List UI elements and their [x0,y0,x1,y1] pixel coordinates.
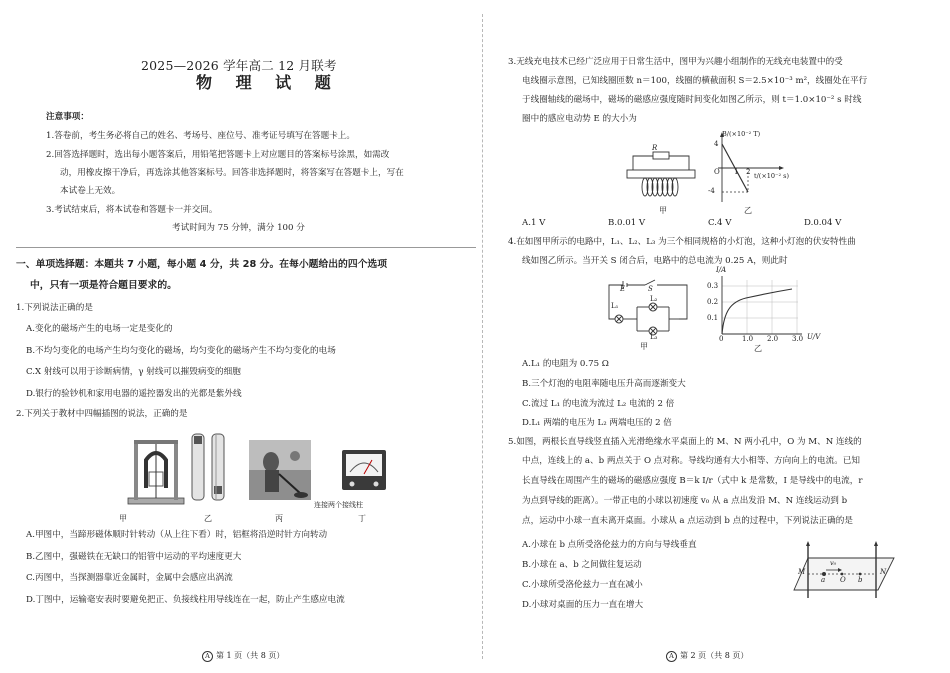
q5-line: 中点，连线上的 a、b 两点关于 O 点对称。导线均通有大小相等、方向向上的电流。已知 [522,456,860,466]
q1-option-a: A.变化的磁场产生的电场一定是变化的 [26,324,173,334]
q5-option-c: C.小球所受洛伦兹力一直在减小 [522,580,643,590]
time-line: 考试时间为 75 分钟，满分 100 分 [172,223,305,233]
q5-label-o: O [840,576,846,584]
q3-tick-neg4: -4 [708,187,715,195]
q5-line: 为点到导线的距离）。一带正电的小球以初速度 v₀ 从 a 点出发沿 M、N 连线运动到 b [522,496,848,506]
note-line: 3.考试结束后，将本试卷和答题卡一并交回。 [46,205,218,215]
q1-option-b: B.不均匀变化的电场产生均匀变化的磁场，均匀变化的磁场产生不均匀变化的电场 [26,346,336,356]
q3-resistor-label: R [652,144,658,152]
q4-line: 4.在如图甲所示的电路中，L₁、L₂、L₃ 为三个相同规格的小灯泡，这种小灯泡的伏安特性曲 [508,237,856,247]
q5-option-d: D.小球对桌面的压力一直在增大 [522,600,644,610]
q5-label-b: b [858,576,863,584]
q1-stem: 1.下列说法正确的是 [16,303,93,313]
subject-title: 物 理 试 题 [196,73,340,92]
q4-label-jia: 甲 [640,342,648,351]
q4-label-l3: L₃ [650,333,658,341]
q5-option-a: A.小球在 b 点所受洛伦兹力的方向与导线垂直 [522,540,697,550]
q3-option-d: D.0.04 V [804,218,842,228]
q3-line: 3.无线充电技术已经广泛应用于日常生活中，图甲为兴趣小组制作的无线充电装置中的受 [508,57,843,67]
q3-axis-x: t/(×10⁻² s) [754,172,790,180]
q4-label-yi: 乙 [754,344,762,353]
q2-caption: 连接两个接线柱 [314,501,363,509]
q4-option-c: C.流过 L₁ 的电流为流过 L₂ 电流的 2 倍 [522,399,675,409]
q5-line: 长直导线在周围产生的磁场的磁感应强度 B＝k I/r（式中 k 是常数，I 是导线中的电流，r [522,476,863,486]
q4-label-s: S [648,285,653,293]
notes-rule [16,247,476,248]
q2-label-ding: 丁 [358,514,366,523]
q4-xtick: 0 [719,335,724,343]
q4-option-a: A.L₁ 的电阻为 0.75 Ω [522,359,609,369]
q4-xtick: 3.0 [792,335,804,343]
q3-tick-1: 1 [734,168,739,176]
q5-label-n: N [880,568,887,576]
q5-label-m: M [798,568,806,576]
q2-option-a: A.甲图中，当蹄形磁体顺时针转动（从上往下看）时，铝框将沿逆时针方向转动 [26,530,328,540]
q4-option-d: D.L₁ 两端的电压为 L₂ 两端电压的 2 倍 [522,418,672,428]
exam-title: 2025—2026 学年高二 12 月联考 [141,58,337,73]
q4-ytick: 0.3 [707,282,719,290]
q5-line: 5.如图，两根长直导线竖直插入光滑绝缘水平桌面上的 M、N 两小孔中，O 为 M、N 连线的 [508,437,862,447]
footer-left [202,650,284,662]
q4-figure-graph [716,272,808,344]
q3-option-a: A.1 V [522,218,546,228]
q4-axis-x: U/V [807,333,821,341]
q3-figure-coil [623,144,703,202]
q5-line: 点，运动中小球一直未离开桌面。小球从 a 点运动到 b 点的过程中，下列说法正确的是 [522,516,853,526]
q4-line: 线如图乙所示。当开关 S 闭合后，电路中的总电流为 0.25 A，则此时 [522,256,788,266]
q3-line: 电线圈示意图，已知线圈匝数 n＝100，线圈的横截面积 S＝2.5×10⁻³ m²，线圈处在平行 [522,76,868,86]
q4-label-l1: L₁ [611,302,619,310]
q3-label-jia: 甲 [659,206,667,215]
q4-ytick: 0.1 [707,314,719,322]
q4-label-e: E [620,285,626,293]
q3-option-c: C.4 V [708,218,732,228]
q5-label-a: a [821,576,826,584]
q4-option-b: B.三个灯泡的电阻率随电压升高而逐渐变大 [522,379,686,389]
q2-label-bing: 丙 [275,514,283,523]
section1-line1: 一、单项选择题：本题共 7 小题，每小题 4 分，共 28 分。在每小题给出的四个选项 [16,259,388,270]
q4-axis-y: I/A [716,266,727,274]
q4-xtick: 1.0 [742,335,754,343]
footer-badge: A [202,651,213,662]
q3-axis-y: B/(×10⁻² T) [722,130,761,138]
q3-line: 圈中的感应电动势 E 的大小为 [522,114,637,124]
q2-figure-bing [249,440,311,500]
q1-option-d: D.银行的验钞机和家用电器的遥控器发出的光都是紫外线 [26,389,242,399]
q2-figure-yi [186,430,231,508]
section1-line2: 中，只有一项是符合题目要求的。 [30,280,177,291]
notes-heading: 注意事项： [46,112,89,122]
q4-xtick: 2.0 [767,335,779,343]
left-page [16,0,456,673]
q2-option-d: D.丁图中，运输毫安表时要避免把正、负接线柱用导线连在一起，防止产生感应电流 [26,595,345,605]
q5-option-b: B.小球在 a、b 之间做往复运动 [522,560,642,570]
q2-figure-ding [340,446,388,492]
q3-tick-4: 4 [714,140,719,148]
right-page [508,0,926,673]
q3-option-b: B.0.01 V [608,218,646,228]
q4-label-l2: L₂ [650,295,658,303]
q5-label-v0: v₀ [830,559,837,567]
footer-right-text: 第 2 页（共 8 页） [680,651,749,660]
note-line: 2.回答选择题时，选出每小题答案后，用铅笔把答题卡上对应题目的答案标号涂黑，如需改 [46,150,390,160]
q2-option-b: B.乙图中，强磁铁在无缺口的铝管中运动的平均速度更大 [26,552,242,562]
q2-label-jia: 甲 [119,514,127,523]
q3-tick-origin: O [714,168,720,176]
page-divider [482,14,483,659]
q3-tick-2: 2 [746,168,751,176]
q2-stem: 2.下列关于教材中四幅插图的说法，正确的是 [16,409,188,419]
q3-label-yi: 乙 [744,206,752,215]
note-line: 动，用橡皮擦干净后，再选涂其他答案标号。回答非选择题时，将答案写在答题卡上，写在 [60,168,404,178]
note-line: 1.答卷前，考生务必将自己的姓名、考场号、座位号、准考证号填写在答题卡上。 [46,131,355,141]
q2-label-yi: 乙 [204,514,212,523]
q2-option-c: C.丙图中，当探测器靠近金属时，金属中会感应出涡流 [26,573,233,583]
q2-figure-jia [126,428,186,508]
footer-right [666,650,748,662]
footer-left-text: 第 1 页（共 8 页） [216,651,285,660]
footer-badge: A [666,651,677,662]
note-line: 本试卷上无效。 [60,186,121,196]
q3-line: 于线圈轴线的磁场中，磁场的磁感应强度随时间变化如图乙所示，则 t＝1.0×10⁻² s 时线 [522,95,862,105]
q4-ytick: 0.2 [707,298,719,306]
q1-option-c: C.X 射线可以用于诊断病情，γ 射线可以摧毁病变的细胞 [26,367,241,377]
